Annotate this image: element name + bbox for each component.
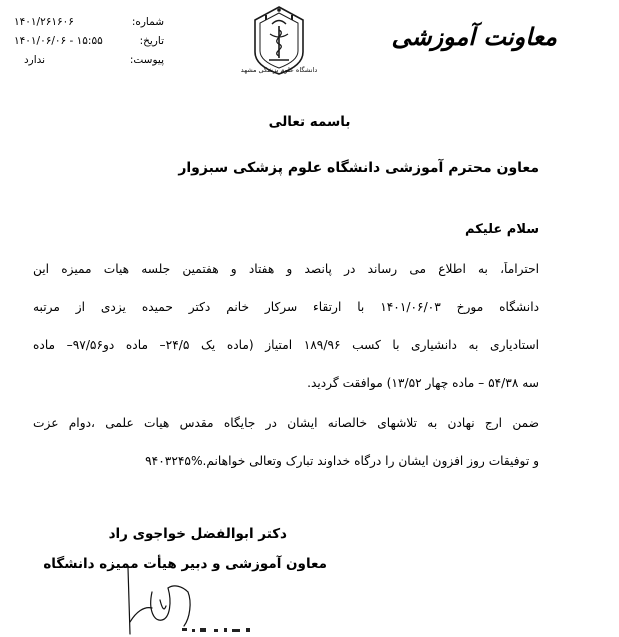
letter-attachment-label: پیوست:: [129, 54, 164, 66]
letter-attachment-row: [14, 54, 164, 70]
body-line-4: سه ۵۴/۳۸ – ماده چهار ۱۳/۵۲) موافقت گردید.: [307, 376, 539, 390]
signatory-title: معاون آموزشی و دبیر هیأت ممیزه دانشگاه: [43, 556, 327, 572]
body-line-5: ضمن ارج نهادن به تلاشهای خالصانه ایشان در جایگاه مقدس هیات علمی ،دوام عزت: [33, 416, 539, 430]
letter-number-row: [14, 16, 164, 32]
letter-number-label: شماره:: [131, 16, 164, 28]
letter-recipient: معاون محترم آموزشی دانشگاه علوم پزشکی سبزوار: [178, 160, 539, 176]
letter-number-value: ۱۴۰۱/۲۶۱۶۰۶: [14, 16, 74, 28]
signatory-name: دکتر ابوالفضل خواجوی راد: [108, 526, 287, 542]
department-header: معاونت آموزشی: [391, 22, 557, 51]
stamp-marks-icon: [170, 624, 270, 637]
body-line-2: دانشگاه مورخ ۱۴۰۱/۰۶/۰۳ با ارتقاء سرکار خانم دکتر حمیده یزدی از مرتبه: [33, 300, 539, 314]
letter-attachment-value: ندارد: [24, 54, 46, 66]
letter-date-value: ۱۴۰۱/۰۶/۰۶ - ۱۵:۵۵: [14, 35, 103, 47]
letter-title: باسمه تعالی: [268, 114, 351, 130]
letter-date-row: [14, 35, 164, 51]
letter-greeting: سلام علیکم: [465, 222, 539, 237]
body-line-6: و توفیقات روز افزون ایشان را درگاه خداوند تبارک وتعالی خواهانم.%۹۴۰۳۲۴۵: [145, 454, 539, 468]
logo-caption: دانشگاه علوم پزشکی مشهد: [240, 66, 318, 74]
letter-date-label: تاریخ:: [139, 35, 164, 47]
body-line-1: احتراماً، به اطلاع می رساند در پانصد و هفتاد و هفتمین جلسه هیات ممیزه این: [33, 262, 539, 276]
body-line-3: استادیاری به دانشیاری با کسب ۱۸۹/۹۶ امتیاز (ماده یک ۲۴/۵– ماده دو۹۷/۵۶– ماده: [33, 338, 539, 352]
